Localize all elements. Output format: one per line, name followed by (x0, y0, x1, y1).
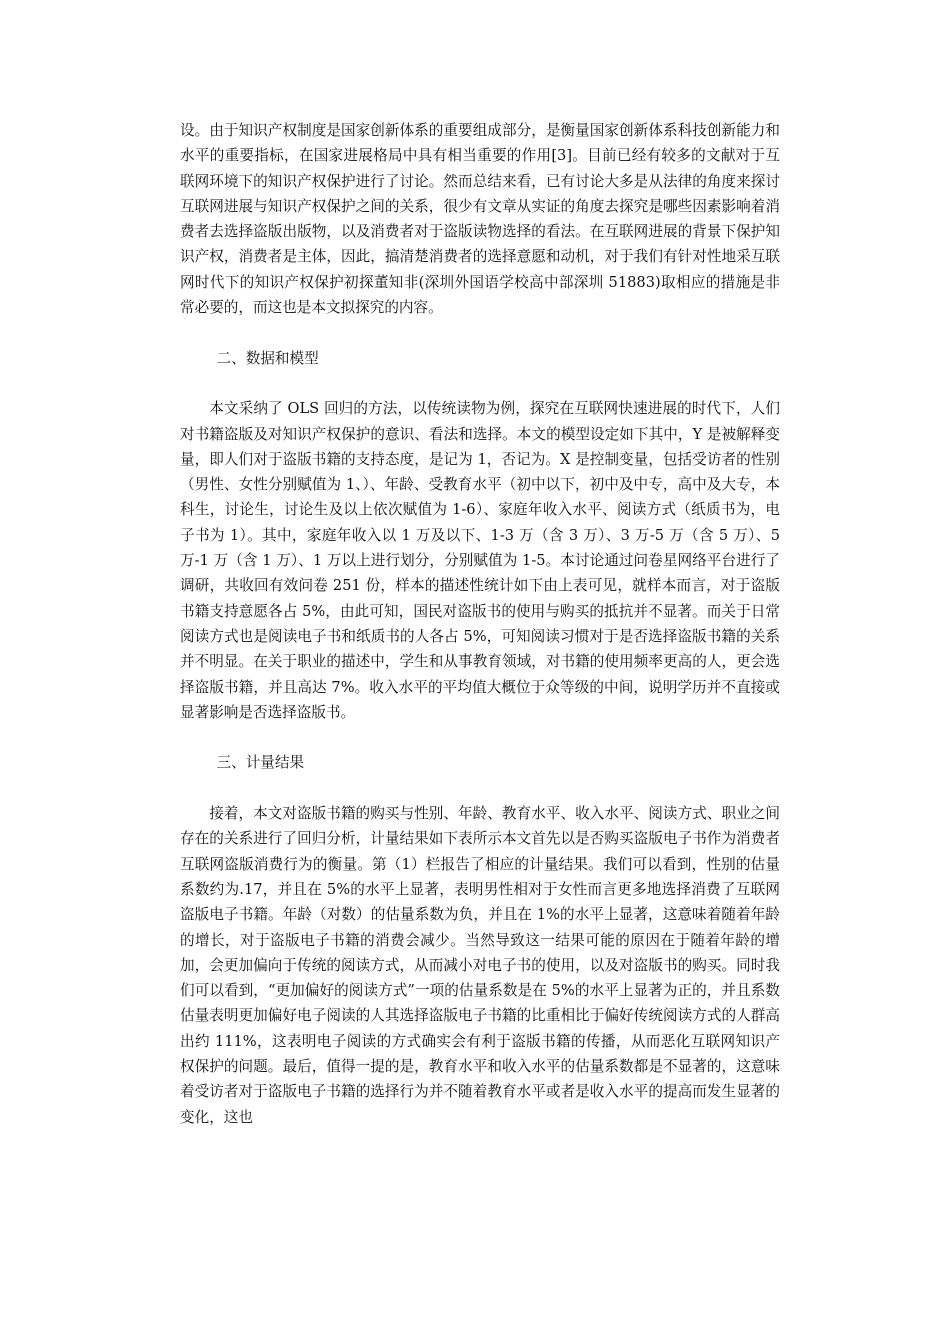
paragraph-results: 接着，本文对盗版书籍的购买与性别、年龄、教育水平、收入水平、阅读方式、职业之间存在的关系进行了回归分析，计量结果如下表所示本文首先以是否购买盗版电子书作为消费者互联网盗版消费行为的衡量。第（1）栏报告了相应的计量结果。我们可以看到，性别的估量系数约为.17，并且在 5%的水平上显著，表明男性相对于女性而言更多地选择消费了互联网盗版电子书籍。年龄（对数）的估量系数为负，并且在 1%的水平上显著，这意味着随着年龄的增长，对于盗版电子书籍的消费会减少。当然导致这一结果可能的原因在于随着年龄的增加，会更加偏向于传统的阅读方式，从而减小对电子书的使用，以及对盗版书的购买。同时我们可以看到，“更加偏好的阅读方式”一项的估量系数是在 5%的水平上显著为正的，并且系数估量表明更加偏好电子阅读的人其选择盗版电子书籍的比重相比于偏好传统阅读方式的人群高出约 111%，这表明电子阅读的方式确实会有利于盗版书籍的传播，从而恶化互联网知识产权保护的问题。最后，值得一提的是，教育水平和收入水平的估量系数都是不显著的，这意味着受访者对于盗版电子书籍的选择行为并不随着教育水平或者是收入水平的提高而发生显著的变化，这也 (180, 805, 780, 1126)
paragraph-data-model: 本文采纳了 OLS 回归的方法，以传统读物为例，探究在互联网快速进展的时代下，人们对书籍盗版及对知识产权保护的意识、看法和选择。本文的模型设定如下其中，Y 是被解释变量，即人们对于盗版书籍的支持态度，是记为 1，否记为。X 是控制变量，包括受访者的性别（男性、女性分别赋值为 1、）、年龄、受教育水平（初中以下，初中及中专，高中及大专，本科生，讨论生，讨论生及以上依次赋值为 1-6）、家庭年收入水平、阅读方式（纸质书为，电子书为 1）。其中，家庭年收入以 1 万及以下、1-3 万（含 3 万）、3 万-5 万（含 5 万）、5 万-1 万（含 1 万）、1 万以上进行划分，分别赋值为 1-5。本讨论通过问卷星网络平台进行了调研，共收回有效问卷 251 份，样本的描述性统计如下由上表可见，就样本而言，对于盗版书籍支持意愿各占 5%，由此可知，国民对盗版书的使用与购买的抵抗并不显著。而关于日常阅读方式也是阅读电子书和纸质书的人各占 5%，可知阅读习惯对于是否选择盗版书籍的关系并不明显。在关于职业的描述中，学生和从事教育领域，对书籍的使用频率更高的人，更会选择盗版书籍，并且高达 7%。收入水平的平均值大概位于众等级的中间，说明学历并不直接或显著影响是否选择盗版书。 (180, 400, 780, 721)
section-heading-data-model: 二、数据和模型 (216, 349, 319, 367)
section-heading-results: 三、计量结果 (216, 754, 305, 772)
paragraph-intro-continued: 设。由于知识产权制度是国家创新体系的重要组成部分，是衡量国家创新体系科技创新能力和水平的重要指标，在国家进展格局中具有相当重要的作用[3]。目前已经有较多的文献对于互联网环境下的知识产权保护进行了讨论。然而总结来看，已有讨论大多是从法律的角度来探讨互联网进展与知识产权保护之间的关系，很少有文章从实证的角度去探究是哪些因素影响着消费者去选择盗版出版物，以及消费者对于盗版读物选择的看法。在互联网进展的背景下保护知识产权，消费者是主体，因此，搞清楚消费者的选择意愿和动机，对于我们有针对性地采互联网时代下的知识产权保护初探董知非(深圳外国语学校高中部深圳 51883)取相应的措施是非常必要的，而这也是本文拟探究的内容。 (180, 122, 780, 317)
document-page (180, 118, 780, 1155)
